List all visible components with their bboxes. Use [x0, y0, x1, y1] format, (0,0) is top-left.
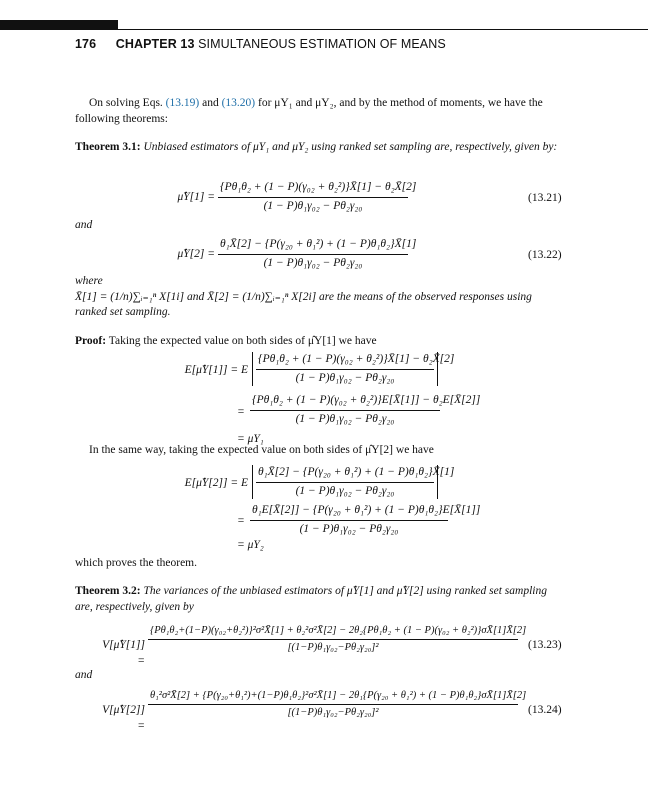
proof-f1-numerator: θ₁X̄[2] − {P(γ₂₀ + θ₁²) + (1 − P)θ₁θ₂}X̄[1]	[256, 465, 434, 483]
proof-e1-denominator: (1 − P)θ₁γ₀₂ − Pθ₂γ₂₀	[295, 371, 395, 384]
eq-13-23-numerator: {Pθ₁θ₂+(1−P)(γ₀₂+θ₂²)}²σ²X̄[1] + θ₂²σ²X̄[2] − 2θ₂{Pθ₁θ₂ + (1 − P)(γ₀₂ + θ₂²)}σX̄[1]X̄[2]	[148, 624, 518, 640]
where-label: where	[75, 275, 103, 287]
theorem-3-2-label: Theorem 3.2:	[75, 585, 141, 597]
intro-text-c: for μY₁ and μY₂, and by the method of moments, we have the following theorems:	[75, 97, 543, 125]
eq-13-24-lhs: V[μ̂Y[2]] =	[102, 704, 145, 732]
proof-e1-numerator: {Pθ₁θ₂ + (1 − P)(γ₀₂ + θ₂²)}X̄[1] − θ₂X̄[2]	[256, 352, 434, 370]
proof-e2-numerator: {Pθ₁θ₂ + (1 − P)(γ₀₂ + θ₂²)}E[X̄[1]] − θ₂E[X̄[2]]	[250, 393, 440, 411]
proof-e2-fraction	[250, 393, 481, 427]
and-label-1: and	[75, 219, 93, 231]
and-label-2: and	[75, 669, 93, 681]
proof-f2-denominator: (1 − P)θ₁γ₀₂ − Pθ₂γ₂₀	[299, 522, 399, 535]
eq-link-13-19[interactable]: (13.19)	[165, 97, 200, 109]
theorem-3-1	[75, 140, 563, 156]
page-number: 176	[75, 37, 97, 51]
eq-13-21-denominator: (1 − P)θ₁γ₀₂ − Pθ₂γ₂₀	[263, 199, 363, 212]
proof-e2-denominator: (1 − P)θ₁γ₀₂ − Pθ₂γ₂₀	[295, 412, 395, 425]
proof-e1-fraction	[252, 352, 455, 386]
proof-f1-denominator: (1 − P)θ₁γ₀₂ − Pθ₂γ₂₀	[295, 484, 395, 497]
eq-13-23-denominator: [(1−P)θ₁γ₀₂−Pθ₂γ₂₀]²	[287, 642, 379, 654]
eq-13-23-lhs: V[μ̂Y[1]] =	[102, 639, 145, 667]
proof-e1-lhs: E[μ̂Y[1]] = E	[184, 364, 248, 376]
header-rule	[118, 29, 648, 30]
proof-f2-fraction	[250, 503, 481, 537]
intro-paragraph	[75, 96, 563, 127]
eq-13-21-fraction	[218, 180, 417, 214]
chapter-label: CHAPTER 13	[115, 37, 195, 51]
eq-13-21-numerator: {Pθ₁θ₂ + (1 − P)(γ₀₂ + θ₂²)}X̄[1] − θ₂X̄[2]	[218, 180, 408, 198]
proof-f1-lhs: E[μ̂Y[2]] = E	[184, 477, 248, 489]
chapter-title: SIMULTANEOUS ESTIMATION OF MEANS	[198, 37, 446, 51]
proof-e3: = μY₁	[237, 433, 264, 445]
theorem-3-2	[75, 584, 563, 615]
proof-e2-equals: =	[237, 406, 245, 418]
intro-text-b: and	[202, 97, 219, 109]
eq-13-21-lhs: μ̂Y[1] =	[177, 191, 215, 203]
eq-13-21-number: (13.21)	[528, 192, 562, 204]
intro-text-a: On solving Eqs.	[89, 97, 163, 109]
theorem-3-2-text: The variances of the unbiased estimators of μ̂Y[1] and μ̂Y[2] using ranked set sampling are, respectively, given by	[75, 585, 547, 613]
where-paragraph	[75, 274, 563, 321]
conclusion-text: which proves the theorem.	[75, 557, 197, 569]
proof-label: Proof:	[75, 335, 107, 347]
proof-paragraph	[75, 334, 563, 350]
theorem-3-1-text: Unbiased estimators of μY₁ and μY₂ using ranked set sampling are, respectively, given by:	[143, 141, 558, 153]
eq-13-24-number: (13.24)	[528, 704, 562, 716]
eq-link-13-20[interactable]: (13.20)	[221, 97, 256, 109]
eq-13-24-fraction	[148, 689, 527, 720]
eq-13-24-denominator: [(1−P)θ₁γ₀₂−Pθ₂γ₂₀]²	[287, 707, 379, 719]
proof-f3: = μY₂	[237, 539, 264, 551]
proof-f2-equals: =	[237, 515, 245, 527]
proof-text: Taking the expected value on both sides of μ̂Y[1] we have	[108, 335, 377, 347]
eq-13-22-denominator: (1 − P)θ₁γ₀₂ − Pθ₂γ₂₀	[263, 256, 363, 269]
running-header	[75, 36, 446, 53]
eq-13-23-fraction	[148, 624, 527, 655]
eq-13-24-numerator: θ₁²σ²X̄[2] + {P(γ₂₀+θ₁²)+(1−P)θ₁θ₂}²σ²X̄[1] − 2θ₁{P(γ₂₀ + θ₁²) + (1 − P)θ₁θ₂}σX̄[1]X̄[2]	[148, 689, 518, 705]
where-text: X̄[1] = (1/n)∑ᵢ₌₁ⁿ X[1i] and X̄[2] = (1/n)∑ᵢ₌₁ⁿ X[2i] are the means of the observed responses using ranked set sampling.	[75, 290, 532, 319]
proof-f2-numerator: θ₁E[X̄[2]] − {P(γ₂₀ + θ₁²) + (1 − P)θ₁θ₂}E[X̄[1]]	[250, 503, 448, 521]
eq-13-22-lhs: μ̂Y[2] =	[177, 248, 215, 260]
eq-13-22-fraction	[218, 237, 417, 271]
header-bar	[0, 20, 118, 30]
eq-13-22-number: (13.22)	[528, 249, 562, 261]
proof-f1-fraction	[252, 465, 455, 499]
eq-13-23-number: (13.23)	[528, 639, 562, 651]
theorem-3-1-label: Theorem 3.1:	[75, 141, 141, 153]
same-way-paragraph: In the same way, taking the expected value on both sides of μ̂Y[2] we have	[89, 444, 434, 456]
eq-13-22-numerator: θ₁X̄[2] − {P(γ₂₀ + θ₁²) + (1 − P)θ₁θ₂}X̄[1]	[218, 237, 408, 255]
